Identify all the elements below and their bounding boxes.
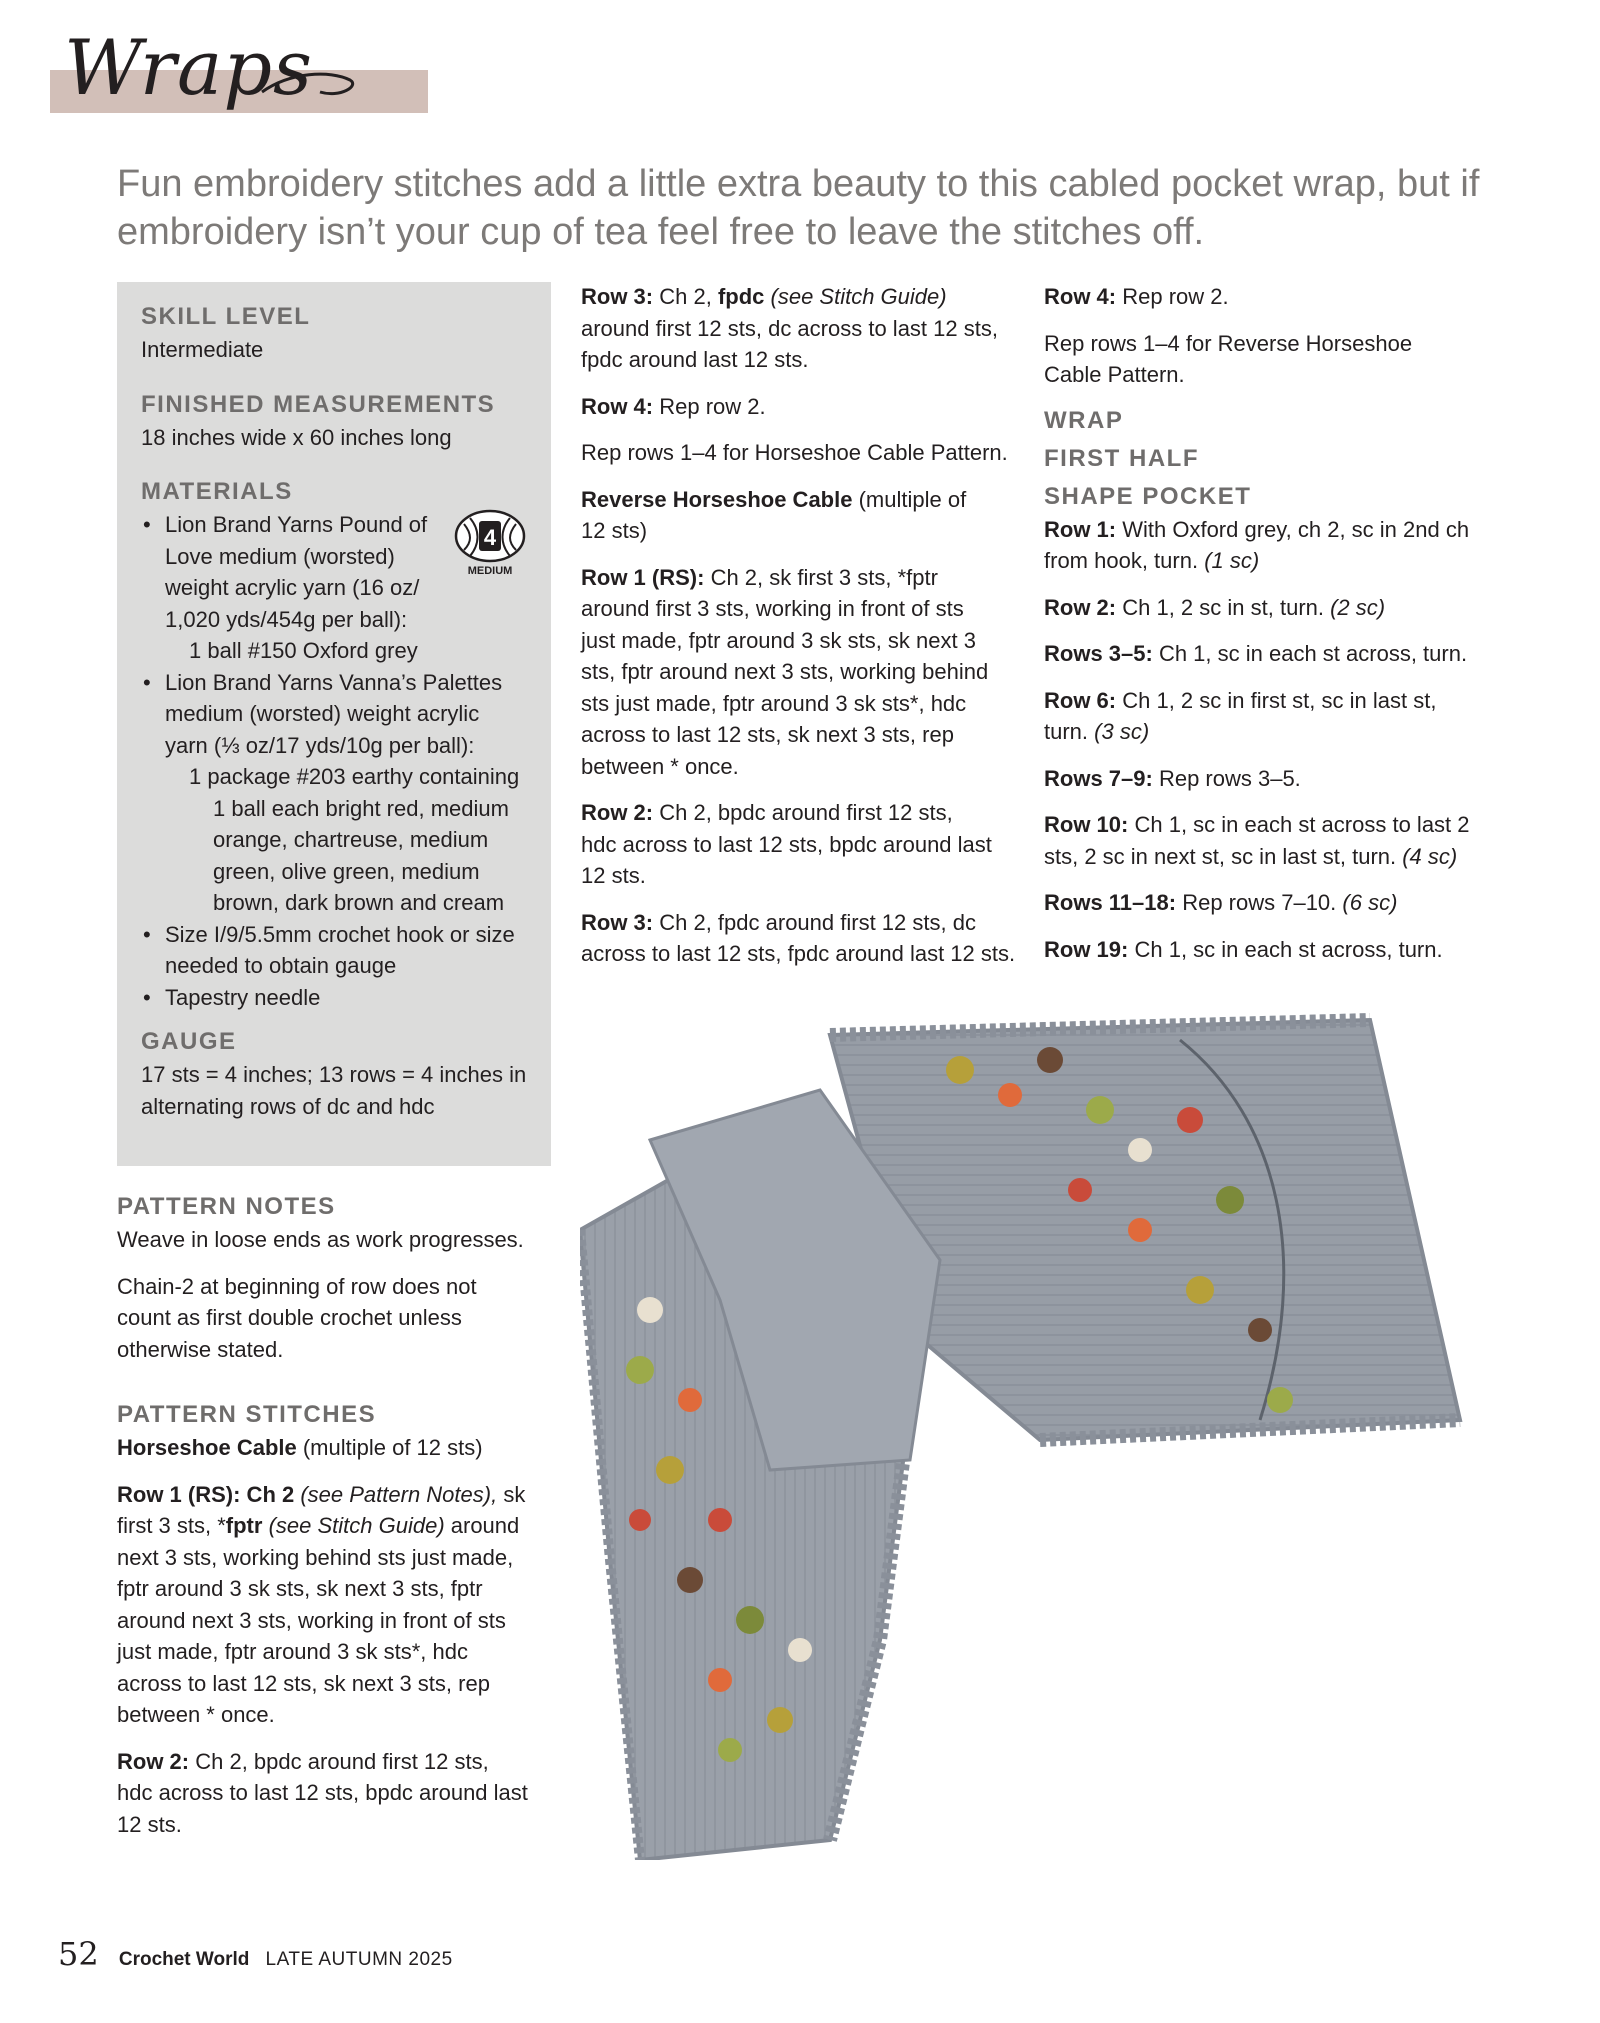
pattern-note: Chain-2 at beginning of row does not count as first double crochet unless otherwise stated. [117, 1273, 477, 1362]
pattern-stitches-heading: PATTERN STITCHES [117, 1401, 377, 1428]
skill-level-value: Intermediate [141, 337, 264, 362]
material-subitem: 1 package #203 earthy containing 1 ball each bright red, medium orange, chartreuse, medium green, olive green, medium brown, dark brown and cream [189, 764, 520, 915]
material-item: • Lion Brand Yarns Pound of Love medium (worsted) weight acrylic yarn (16 oz/ 1,020 yds/454g per ball): [141, 509, 541, 635]
pattern-row: Row 10: Ch 1, sc in each st across to last 2 sts, 2 sc in next st, sc in last st, turn. (4 sc) [1044, 812, 1470, 869]
pattern-row: Row 2: Ch 2, bpdc around first 12 sts, hdc across to last 12 sts, bpdc around last 12 sts. [117, 1748, 528, 1837]
finished-measurements-heading: FINISHED MEASUREMENTS [141, 390, 496, 418]
pattern-repeat: Rep rows 1–4 for Reverse Horseshoe Cable Pattern. [1044, 330, 1413, 387]
pattern-column-3 [1044, 281, 1484, 980]
pattern-row: Row 1 (RS): Ch 2 (see Pattern Notes), sk first 3 sts, *fptr (see Stitch Guide) around next 3 sts, working behind sts just made, fptr around 3 sk sts, sk next 3 sts, fptr around next 3 sts, working in front of sts just made, fptr around 3 sk sts*, hdc across to last 12 sts, sk next 3 sts, rep between * once. [117, 1481, 526, 1727]
pattern-row: Row 3: Ch 2, fpdc (see Stitch Guide) around first 12 sts, dc across to last 12 sts, fpdc around last 12 sts. [581, 284, 998, 372]
pattern-row: Row 2: Ch 1, 2 sc in st, turn. (2 sc) [1044, 594, 1386, 620]
finished-measurements-value: 18 inches wide x 60 inches long [141, 424, 452, 450]
pattern-row: Row 1 (RS): Ch 2, sk first 3 sts, *fptr around first 3 sts, working in front of sts just made, fptr around 3 sk sts, sk next 3 sts, fptr around next 3 sts, working behind sts just made, fptr around 3 sk sts*, hdc across to last 12 sts, sk next 3 sts, rep between * once. [581, 564, 989, 779]
material-item: • Tapestry needle [141, 982, 541, 1014]
pattern-row: Row 6: Ch 1, 2 sc in first st, sc in last st, turn. (3 sc) [1044, 687, 1437, 744]
pattern-row: Rows 7–9: Rep rows 3–5. [1044, 765, 1301, 791]
pattern-column-1 [117, 1192, 557, 1855]
wrap-heading: WRAP [1044, 406, 1124, 434]
yarn-weight-icon [452, 508, 528, 580]
deck-text: Fun embroidery stitches add a little extra beauty to this cabled pocket wrap, but if embroidery isn’t your cup of tea feel free to leave the stitches off. [117, 163, 1480, 253]
page-number: 52 [58, 1935, 99, 1973]
pattern-row: Row 3: Ch 2, fpdc around first 12 sts, dc across to last 12 sts, fpdc around last 12 sts. [581, 909, 1016, 966]
gauge-line: 17 sts = 4 inches; 13 rows = 4 inches in [141, 1062, 527, 1087]
magazine-name: Crochet World [118, 1949, 250, 1970]
skill-level-heading: SKILL LEVEL [141, 303, 311, 330]
pattern-notes-heading: PATTERN NOTES [117, 1193, 336, 1220]
pattern-column-2 [581, 281, 1021, 985]
pattern-row: Rows 11–18: Rep rows 7–10. (6 sc) [1044, 890, 1398, 915]
shape-pocket-heading: SHAPE POCKET [1044, 482, 1252, 510]
wrap-product-photo [580, 1000, 1500, 1860]
gauge-line: alternating rows of dc and hdc [141, 1093, 435, 1119]
pattern-repeat: Rep rows 1–4 for Horseshoe Cable Pattern. [581, 440, 1008, 465]
yarn-weight-number: 4 [483, 525, 497, 550]
pattern-row: Row 4: Rep row 2. [581, 393, 766, 419]
pattern-row: Row 2: Ch 2, bpdc around first 12 sts, hdc across to last 12 sts, bpdc around last 12 sts. [581, 800, 992, 888]
pattern-note: Weave in loose ends as work progresses. [117, 1227, 524, 1252]
section-title: Wraps [64, 23, 313, 112]
gauge-heading: GAUGE [141, 1028, 237, 1055]
pattern-row: Row 4: Rep row 2. [1044, 284, 1229, 309]
pattern-row: Row 19: Ch 1, sc in each st across, turn. [1044, 936, 1443, 962]
pattern-row: Rows 3–5: Ch 1, sc in each st across, turn. [1044, 641, 1468, 666]
sidebar-content [141, 302, 541, 1122]
stitch-title: Reverse Horseshoe Cable (multiple of 12 sts) [581, 486, 967, 543]
material-item: • Lion Brand Yarns Vanna’s Palettes medium (worsted) weight acrylic yarn (⅓ oz/17 yds/10g per ball): [141, 667, 541, 762]
page-footer [58, 1935, 453, 1973]
pattern-row: Row 1: With Oxford grey, ch 2, sc in 2nd ch from hook, turn. (1 sc) [1044, 516, 1470, 573]
issue-label: LATE AUTUMN 2025 [265, 1949, 453, 1970]
yarn-weight-label: MEDIUM [467, 565, 513, 577]
title-swash [260, 62, 360, 102]
stitch-title: Horseshoe Cable (multiple of 12 sts) [117, 1435, 483, 1460]
materials-heading: MATERIALS [141, 478, 293, 505]
material-item: • Size I/9/5.5mm crochet hook or size needed to obtain gauge [141, 919, 541, 982]
materials-list [141, 509, 541, 1013]
first-half-heading: FIRST HALF [1044, 444, 1199, 472]
material-subitem: 1 ball #150 Oxford grey [189, 638, 418, 663]
